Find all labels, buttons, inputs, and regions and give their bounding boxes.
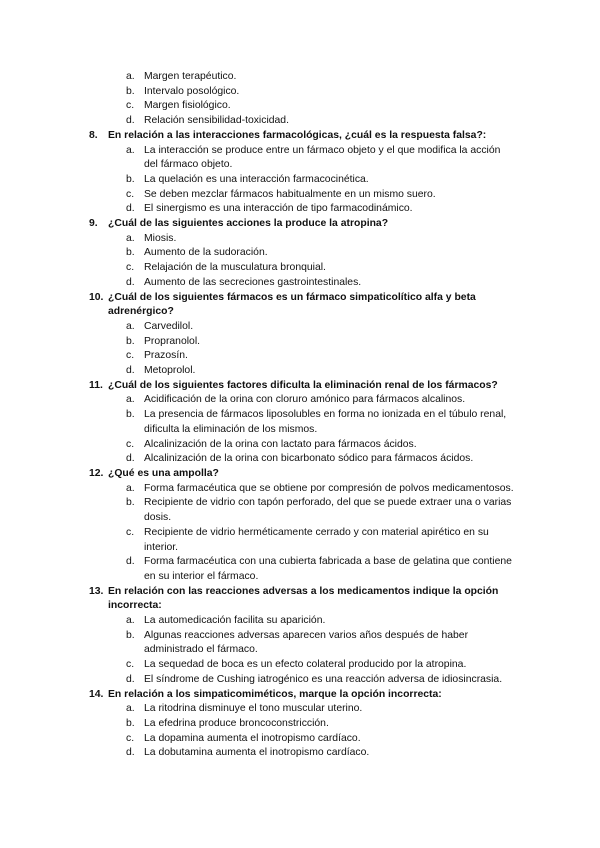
option-letter: c.: [126, 438, 135, 450]
option-letter: b.: [126, 173, 135, 185]
option-text: El síndrome de Cushing iatrogénico es una reacción adversa de idiosincrasia.: [144, 673, 503, 685]
option-text: Miosis.: [144, 232, 177, 244]
question-number: 8.: [89, 129, 98, 141]
option-d: [0, 555, 600, 584]
option-letter: d.: [126, 747, 135, 759]
option-d: [0, 202, 600, 217]
question-text: En relación a las interacciones farmacológicas, ¿cuál es la respuesta falsa?:: [108, 129, 487, 141]
option-text: Forma farmacéutica con una cubierta fabricada a base de gelatina que contiene en su interior el fármaco.: [144, 556, 512, 582]
option-text: La presencia de fármacos liposolubles en forma no ionizada en el túbulo renal, dificulta la eliminación de los mismos.: [144, 409, 507, 435]
option-letter: c.: [126, 350, 135, 362]
question-stem: [0, 585, 600, 614]
question-number: 10.: [89, 291, 104, 303]
option-a: [0, 393, 600, 408]
option-b: [0, 335, 600, 350]
option-letter: d.: [126, 453, 135, 465]
option-letter: c.: [126, 732, 135, 744]
option-letter: c.: [126, 262, 135, 274]
option-letter: c.: [126, 659, 135, 671]
option-c: [0, 188, 600, 203]
question-8: [0, 129, 600, 217]
question-options: [0, 144, 600, 218]
option-letter: a.: [126, 320, 135, 332]
option-text: La dobutamina aumenta el inotropismo cardíaco.: [144, 747, 370, 759]
option-text: Metoprolol.: [144, 365, 196, 377]
question-stem: [0, 688, 600, 703]
option-text: Margen terapéutico.: [144, 71, 237, 82]
option-letter: b.: [126, 85, 135, 97]
option-letter: b.: [126, 497, 135, 509]
option-c: [0, 99, 600, 114]
question-number: 9.: [89, 218, 98, 230]
option-text: El sinergismo es una interacción de tipo farmacodinámico.: [144, 203, 413, 215]
option-a: [0, 482, 600, 497]
option-letter: b.: [126, 247, 135, 259]
option-letter: d.: [126, 115, 135, 127]
option-text: La quelación es una interacción farmacocinética.: [144, 173, 369, 185]
option-a: [0, 144, 600, 173]
question-stem: [0, 467, 600, 482]
option-a: [0, 232, 600, 247]
option-letter: a.: [126, 71, 135, 82]
question-13: [0, 585, 600, 688]
question-options: [0, 614, 600, 688]
question-12: [0, 467, 600, 585]
option-text: La efedrina produce broncoconstricción.: [144, 717, 329, 729]
question-options: [0, 320, 600, 379]
question-options: [0, 702, 600, 761]
option-d: [0, 114, 600, 129]
option-letter: a.: [126, 615, 135, 627]
option-b: [0, 85, 600, 100]
question-options: [0, 232, 600, 291]
option-letter: a.: [126, 394, 135, 406]
option-text: Recipiente de vidrio herméticamente cerrado y con material apirético en su interior.: [144, 526, 489, 553]
question-10: [0, 291, 600, 379]
option-text: Alcalinización de la orina con lactato para fármacos ácidos.: [144, 438, 417, 450]
question-stem: [0, 129, 600, 144]
question-number: 14.: [89, 688, 104, 700]
option-b: [0, 629, 600, 658]
question-9: [0, 217, 600, 291]
option-letter: d.: [126, 556, 135, 568]
option-c: [0, 261, 600, 276]
option-text: Aumento de las secreciones gastrointestinales.: [144, 276, 362, 288]
option-text: La interacción se produce entre un fármaco objeto y el que modifica la acción del fármaco objeto.: [144, 144, 501, 171]
option-a: [0, 614, 600, 629]
option-text: Margen fisiológico.: [144, 100, 231, 112]
option-text: Relajación de la musculatura bronquial.: [144, 262, 326, 274]
option-text: Alcalinización de la orina con bicarbonato sódico para fármacos ácidos.: [144, 453, 474, 465]
question-text: ¿Cuál de los siguientes factores dificulta la eliminación renal de los fármacos?: [108, 379, 498, 391]
option-text: Algunas reacciones adversas aparecen varios años después de haber administrado el fármaco.: [144, 629, 469, 656]
option-d: [0, 746, 600, 761]
option-c: [0, 438, 600, 453]
option-d: [0, 276, 600, 291]
option-letter: b.: [126, 629, 135, 641]
question-text: ¿Qué es una ampolla?: [108, 467, 219, 479]
question-stem: [0, 379, 600, 394]
option-text: La dopamina aumenta el inotropismo cardíaco.: [144, 732, 361, 744]
question-number: 13.: [89, 585, 104, 597]
option-letter: b.: [126, 717, 135, 729]
option-b: [0, 717, 600, 732]
option-text: Intervalo posológico.: [144, 85, 240, 97]
option-letter: b.: [126, 409, 135, 421]
option-text: Prazosín.: [144, 350, 188, 362]
question-options: [0, 482, 600, 585]
option-b: [0, 496, 600, 525]
option-text: Se deben mezclar fármacos habitualmente en un mismo suero.: [144, 188, 436, 200]
option-letter: c.: [126, 100, 135, 112]
option-c: [0, 349, 600, 364]
option-letter: a.: [126, 482, 135, 494]
option-text: Forma farmacéutica que se obtiene por compresión de polvos medicamentosos.: [144, 482, 514, 494]
option-d: [0, 452, 600, 467]
option-letter: d.: [126, 673, 135, 685]
option-text: Carvedilol.: [144, 320, 194, 332]
option-d: [0, 673, 600, 688]
option-letter: c.: [126, 526, 135, 538]
question-number: 11.: [89, 379, 103, 391]
option-letter: d.: [126, 276, 135, 288]
option-c: [0, 732, 600, 747]
question-text: En relación a los simpaticomiméticos, marque la opción incorrecta:: [108, 688, 442, 700]
option-text: La ritodrina disminuye el tono muscular uterino.: [144, 703, 363, 715]
option-a: [0, 320, 600, 335]
option-b: [0, 408, 600, 437]
question-text: ¿Cuál de las siguientes acciones la produce la atropina?: [108, 218, 389, 230]
option-c: [0, 526, 600, 555]
option-b: [0, 246, 600, 261]
option-text: Recipiente de vidrio con tapón perforado, del que se puede extraer una o varias dosis.: [144, 497, 512, 524]
question-text: En relación con las reacciones adversas a los medicamentos indique la opción incorrecta:: [108, 585, 499, 612]
option-letter: c.: [126, 188, 135, 200]
question-text: ¿Cuál de los siguientes fármacos es un fármaco simpaticolítico alfa y beta adrenérgico?: [108, 291, 476, 318]
option-letter: d.: [126, 203, 135, 215]
question-7-options: [0, 70, 600, 129]
question-stem: [0, 217, 600, 232]
option-text: Propranolol.: [144, 335, 201, 347]
option-b: [0, 173, 600, 188]
question-11: [0, 379, 600, 467]
option-a: [0, 70, 600, 85]
option-c: [0, 658, 600, 673]
question-number: 12.: [89, 467, 104, 479]
option-text: La sequedad de boca es un efecto colateral producido por la atropina.: [144, 659, 467, 671]
option-letter: a.: [126, 232, 135, 244]
question-14: [0, 688, 600, 762]
option-d: [0, 364, 600, 379]
question-stem: [0, 291, 600, 320]
question-options: [0, 393, 600, 467]
option-text: Acidificación de la orina con cloruro amónico para fármacos alcalinos.: [144, 394, 466, 406]
option-a: [0, 702, 600, 717]
option-letter: d.: [126, 365, 135, 377]
option-text: Relación sensibilidad-toxicidad.: [144, 115, 289, 127]
option-text: Aumento de la sudoración.: [144, 247, 268, 259]
option-text: La automedicación facilita su aparición.: [144, 615, 326, 627]
option-letter: a.: [126, 144, 135, 156]
option-letter: b.: [126, 335, 135, 347]
option-letter: a.: [126, 703, 135, 715]
